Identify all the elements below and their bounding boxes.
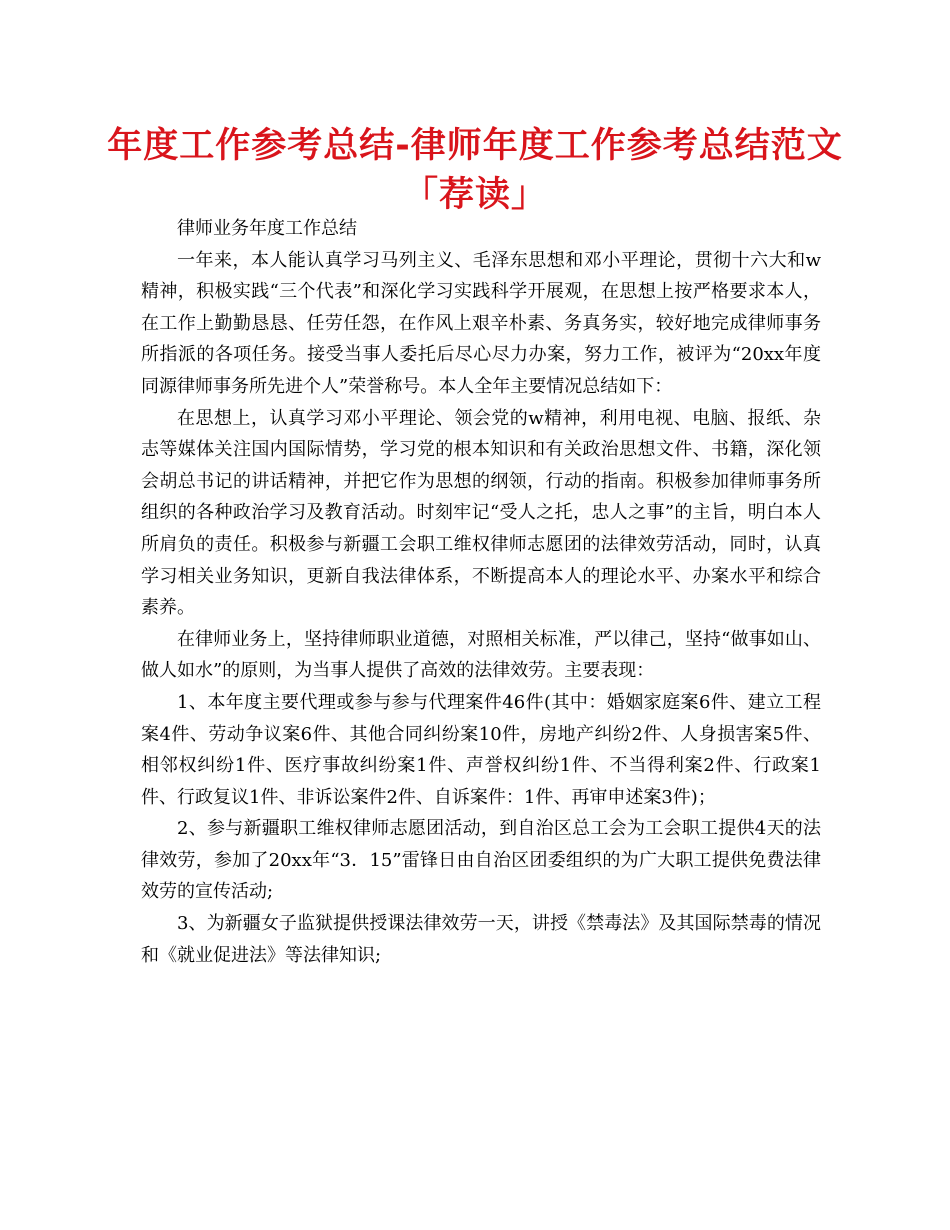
paragraph-item-1: 1、本年度主要代理或参与参与代理案件46件(其中：婚姻家庭案6件、建立工程案4件、劳动争议案6件、其他合同纠纷案10件，房地产纠纷2件、人身损害案5件、相邻权纠纷1件、医疗事故纠纷案1件、声誉权纠纷1件、不当得利案2件、行政案1件、行政复议1件、非诉讼案件2件、自诉案件：1件、再审申述案3件)；	[141, 691, 821, 808]
paragraph-business: 在律师业务上，坚持律师职业道德，对照相关标准，严以律己，坚持“做事如山、做人如水”的原则，为当事人提供了高效的法律效劳。主要表现：	[141, 628, 821, 682]
section-subtitle: 律师业务年度工作总结	[177, 218, 357, 239]
title-line-2: 「荐读」	[402, 175, 547, 215]
paragraph-intro: 一年来，本人能认真学习马列主义、毛泽东思想和邓小平理论，贯彻十六大和w精神，积极实践“三个代表”和深化学习实践科学开展观，在思想上按严格要求本人，在工作上勤勤恳恳、任劳任怨，在作风上艰辛朴素、务真务实，较好地完成律师事务所指派的各项任务。接受当事人委托后尽心尽力办案，努力工作，被评为“20xx年度同源律师事务所先进个人”荣誉称号。本人全年主要情况总结如下：	[141, 249, 821, 397]
paragraph-thought: 在思想上，认真学习邓小平理论、领会党的w精神，利用电视、电脑、报纸、杂志等媒体关注国内国际情势，学习党的根本知识和有关政治思想文件、书籍，深化领会胡总书记的讲话精神，并把它作为思想的纲领，行动的指南。积极参加律师事务所组织的各种政治学习及教育活动。时刻牢记“受人之托，忠人之事”的主旨，明白本人所肩负的责任。积极参与新疆工会职工维权律师志愿团的法律效劳活动，同时，认真学习相关业务知识，更新自我法律体系，不断提高本人的理论水平、办案水平和综合素养。	[141, 407, 821, 619]
paragraph-item-3: 3、为新疆女子监狱提供授课法律效劳一天，讲授《禁毒法》及其国际禁毒的情况和《就业促进法》等法律知识;	[141, 913, 821, 966]
document-title	[100, 122, 850, 220]
paragraph-item-2: 2、参与新疆职工维权律师志愿团活动，到自治区总工会为工会职工提供4天的法律效劳，参加了20xx年“3．15”雷锋日由自治区团委组织的为广大职工提供免费法律效劳的宣传活动;	[141, 818, 821, 903]
document-body	[141, 213, 821, 971]
title-line-1: 年度工作参考总结-律师年度工作参考总结范文	[107, 126, 843, 166]
